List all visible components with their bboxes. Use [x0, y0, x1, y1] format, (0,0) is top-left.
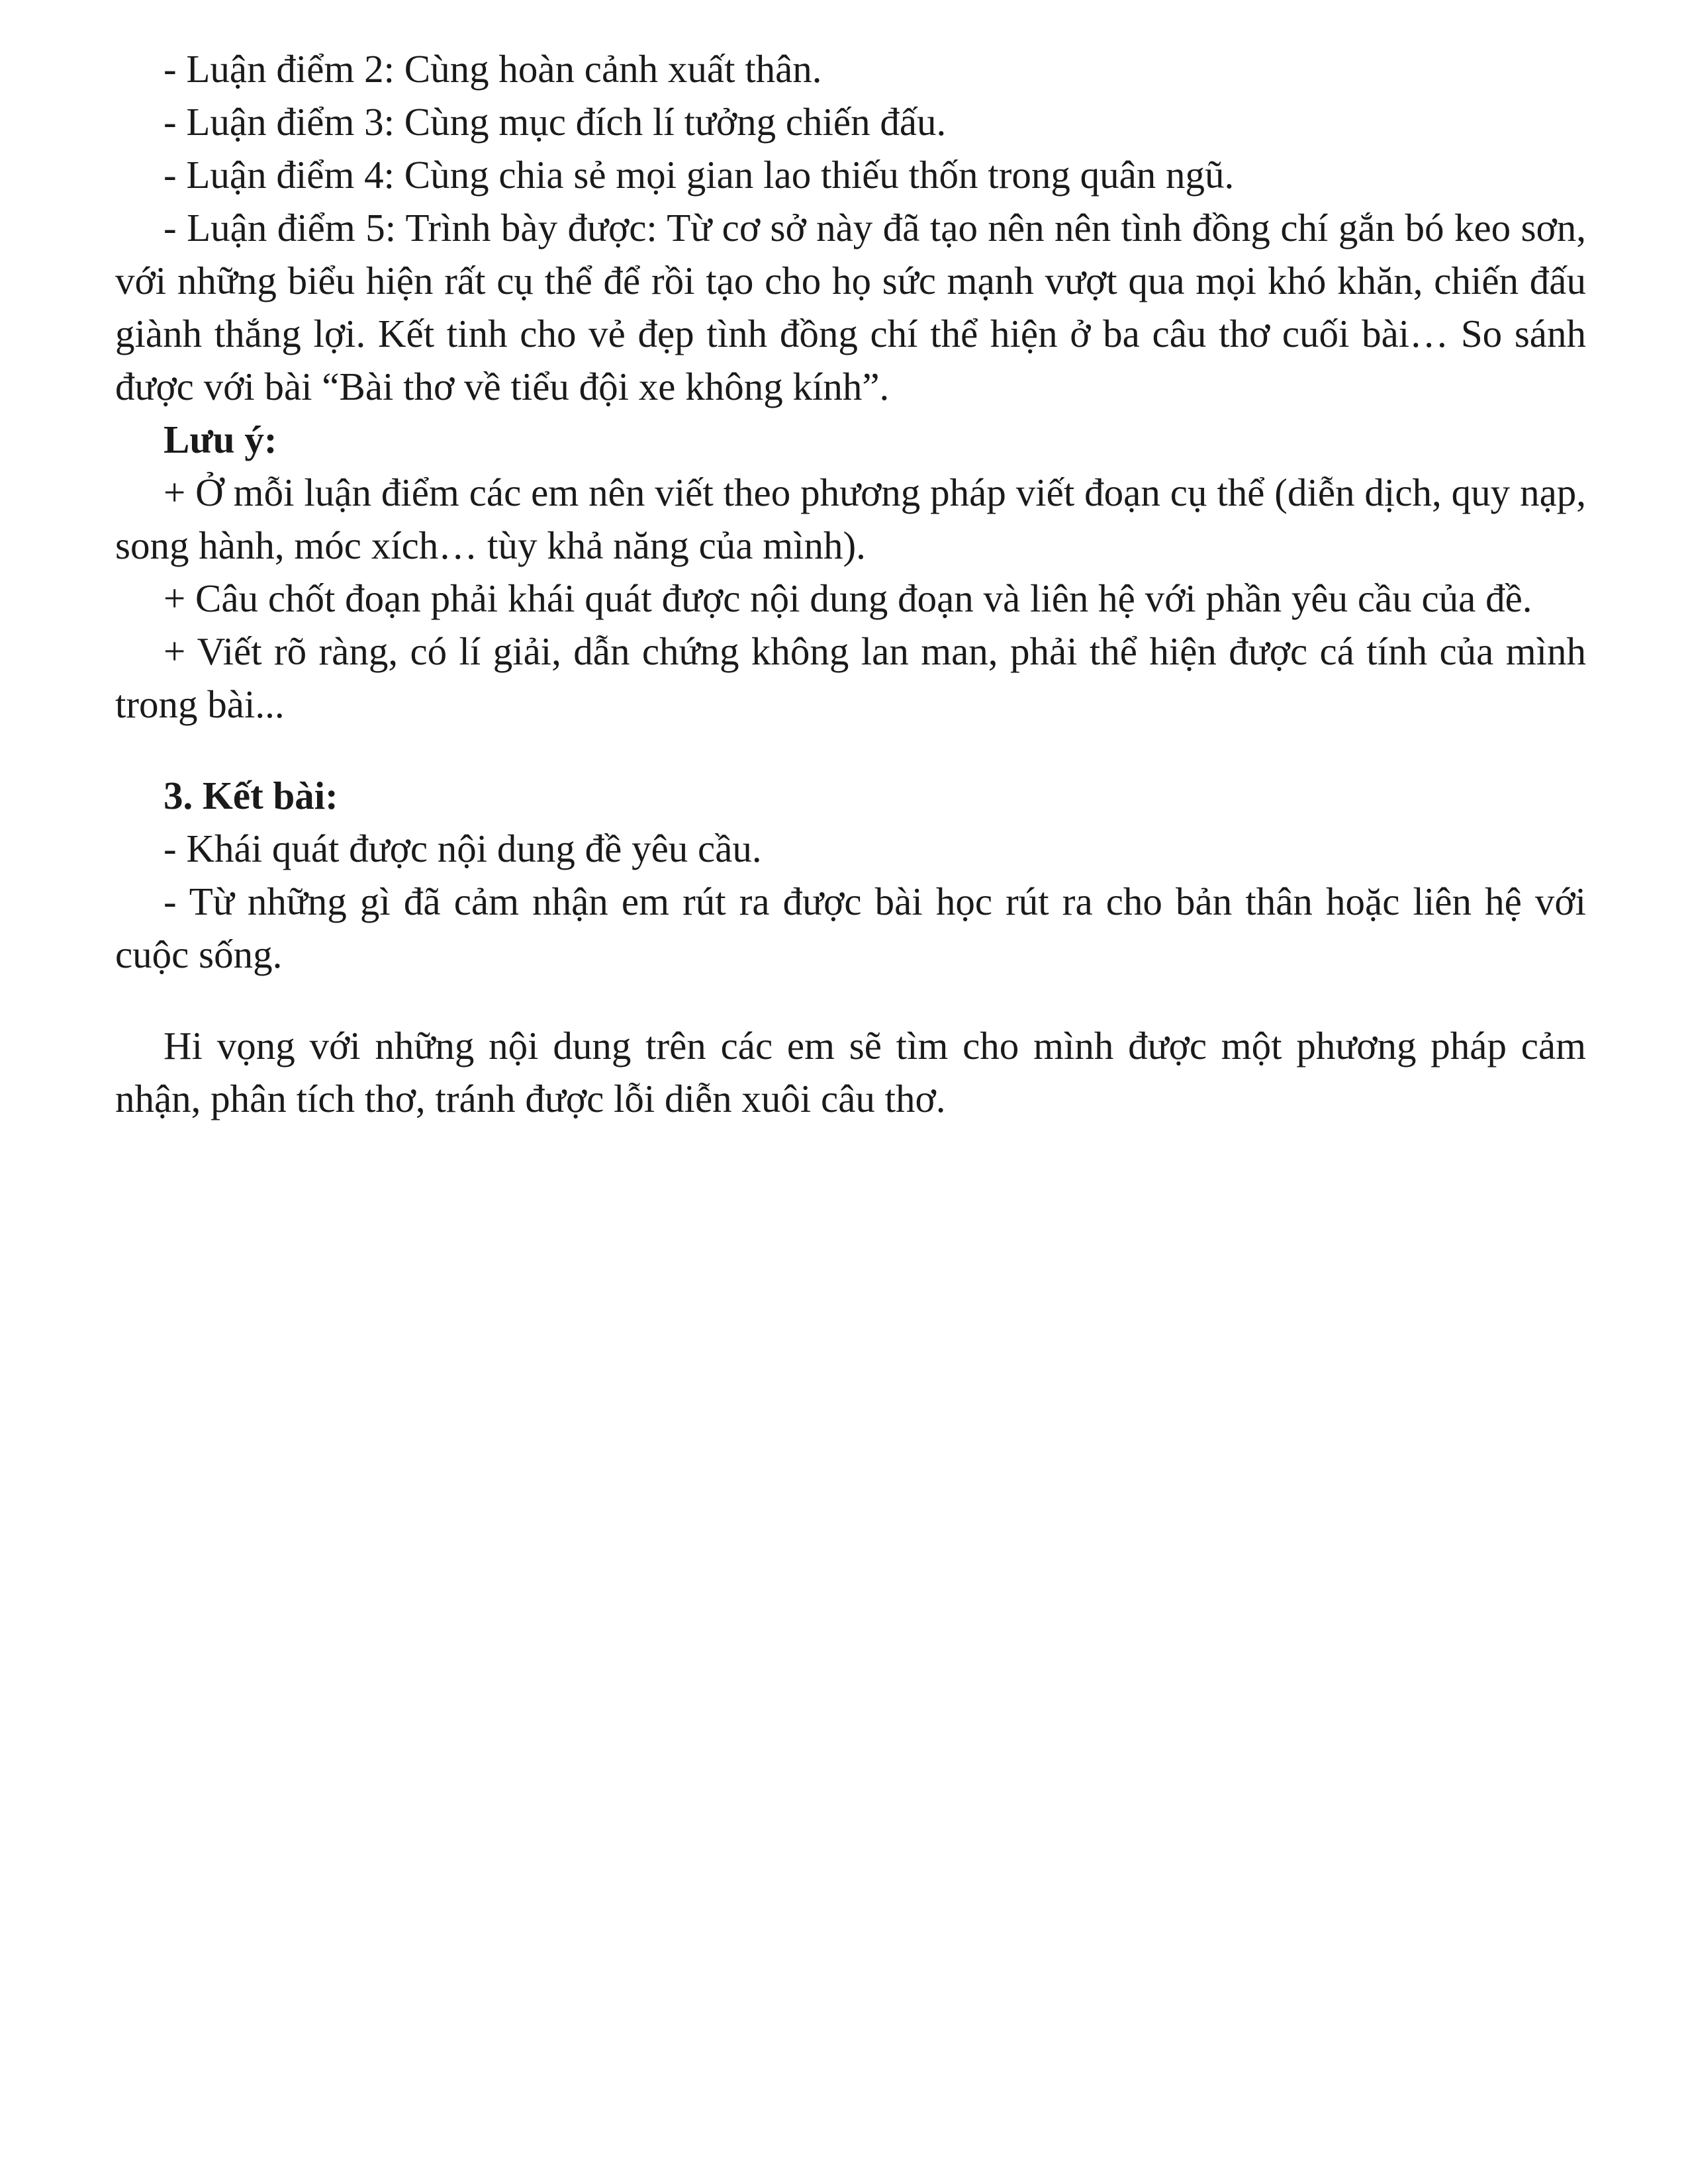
conclusion-item-1: - Khái quát được nội dung đề yêu cầu.	[164, 827, 762, 870]
point-3: - Luận điểm 3: Cùng mục đích lí tưởng chiến đấu.	[164, 100, 947, 144]
note-item-2: + Câu chốt đoạn phải khái quát được nội dung đoạn và liên hệ với phần yêu cầu của đề.	[164, 576, 1532, 620]
conclusion-item-2: - Từ những gì đã cảm nhận em rút ra được bài học rút ra cho bản thân hoặc liên hệ với cuộc sống.	[115, 880, 1586, 976]
point-4: - Luận điểm 4: Cùng chia sẻ mọi gian lao thiếu thốn trong quân ngũ.	[164, 153, 1235, 197]
note-item-1: + Ở mỗi luận điểm các em nên viết theo phương pháp viết đoạn cụ thể (diễn dịch, quy nạp, song hành, móc xích… tùy khả năng của mình).	[115, 471, 1586, 567]
document-page	[115, 42, 1586, 1125]
conclusion-heading: 3. Kết bài:	[164, 774, 338, 817]
note-item-3: + Viết rõ ràng, có lí giải, dẫn chứng không lan man, phải thể hiện được cá tính của mình trong bài...	[115, 629, 1586, 726]
point-2: - Luận điểm 2: Cùng hoàn cảnh xuất thân.	[164, 47, 822, 91]
note-heading: Lưu ý:	[164, 418, 277, 461]
closing-paragraph: Hi vọng với những nội dung trên các em sẽ tìm cho mình được một phương pháp cảm nhận, phân tích thơ, tránh được lỗi diễn xuôi câu thơ.	[115, 1024, 1586, 1120]
point-5: - Luận điểm 5: Trình bày được: Từ cơ sở này đã tạo nên nên tình đồng chí gắn bó keo sơn, với những biểu hiện rất cụ thể để rồi tạo cho họ sức mạnh vượt qua mọi khó khăn, chiến đấu giành thắng lợi. Kết tinh cho vẻ đẹp tình đồng chí thể hiện ở ba câu thơ cuối bài… So sánh được với bài “Bài thơ về tiểu đội xe không kính”.	[115, 206, 1586, 408]
